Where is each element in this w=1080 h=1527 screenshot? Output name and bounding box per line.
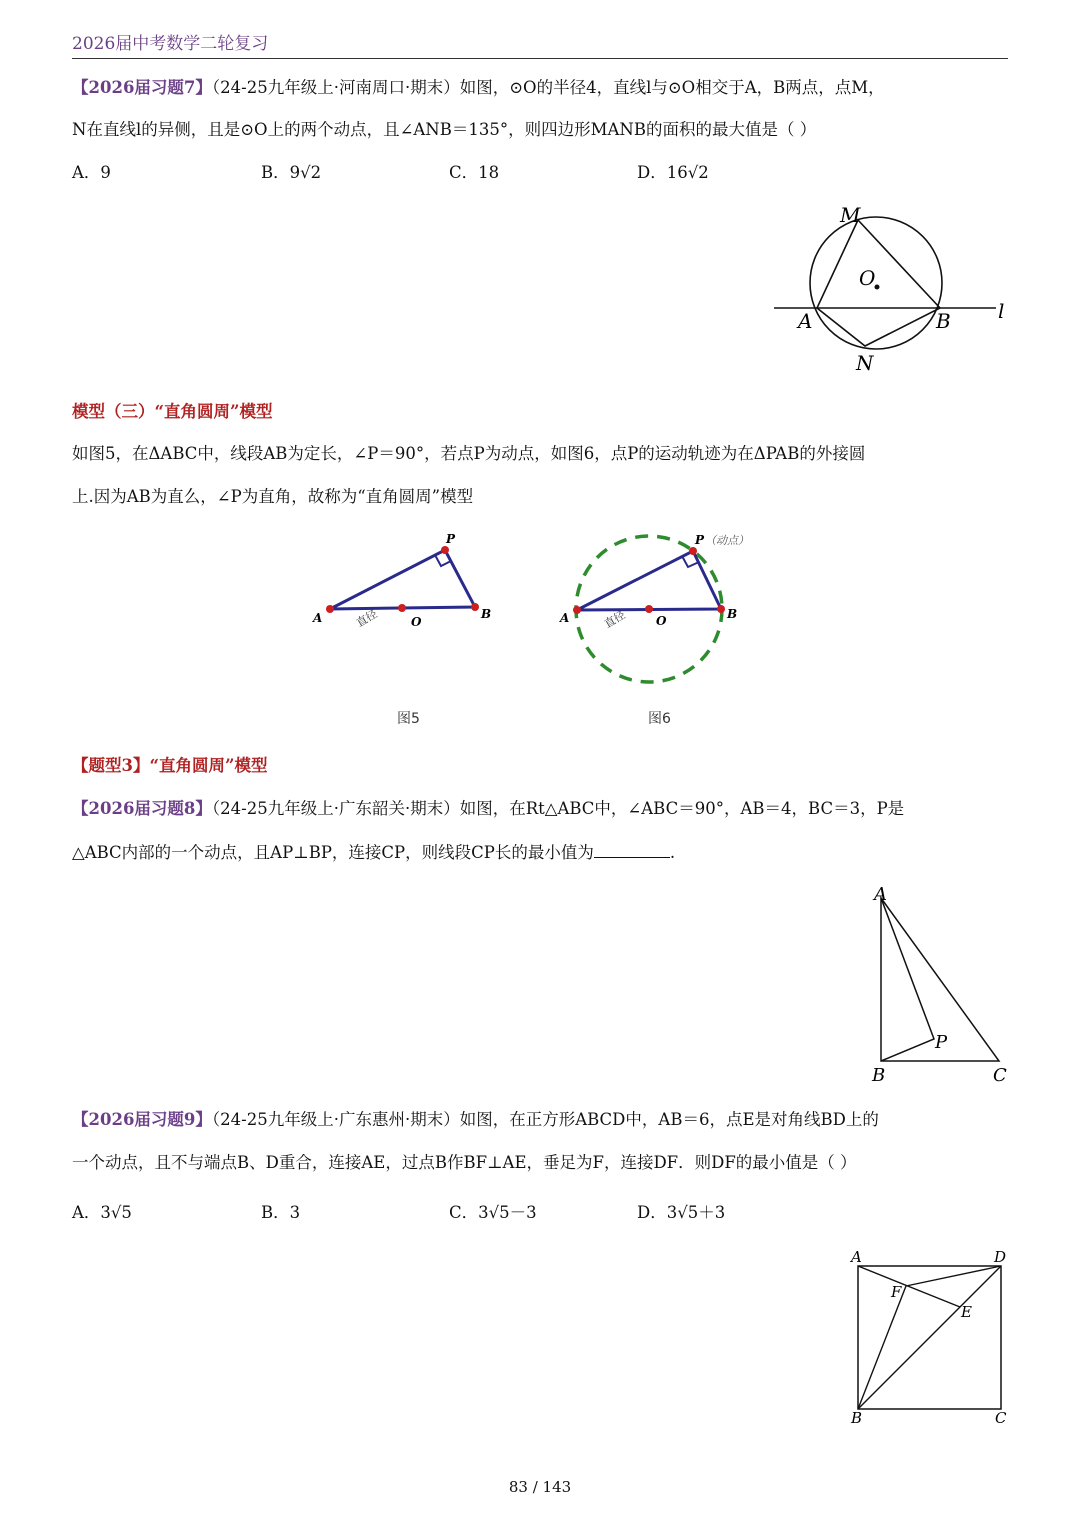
q7-label-o: O [859,266,876,290]
page-header [72,30,1008,59]
q7-label-a: A [798,309,813,333]
q8-line-1 [72,797,1012,821]
fig6-label-diameter: 直径 [602,608,628,631]
q8-figure [860,880,1020,1090]
fig6-label-a: A [560,611,570,625]
q9-option-a: A．3√5 [72,1203,132,1222]
q9-option-b: B．3 [261,1203,301,1222]
fig6-label-p: P [695,533,705,547]
fig6-caption: 图6 [648,711,671,727]
fig6-point-a [573,606,581,614]
q9-tag: 【2026届习题9】 [72,1110,212,1129]
page-number: 83 / 143 [508,1478,572,1496]
model3-line-1 [72,442,1012,466]
document-title: 2026届中考数学二轮复习 [72,34,269,54]
q7-option-b: B．9√2 [261,163,322,182]
q9-label-c: C [995,1409,1007,1427]
q8-label-b: B [872,1065,886,1086]
model3-text-1: 如图5，在ΔABC中，线段AB为定长，∠P＝90°，若点P为动点，如图6，点P的运动轨迹为在ΔPAB的外接圆 [72,444,866,463]
model3-title-text: 模型（三）“直角圆周”模型 [72,402,273,421]
model3-title [72,400,1012,424]
fig5-label-a: A [313,611,323,625]
q9-diagonal-bd [858,1266,1001,1409]
fig5-point-p [441,546,449,554]
fig6-label-b: B [727,607,738,621]
fig6-point-o [645,605,653,613]
q9-segment-ae [858,1266,960,1307]
q9-text-1: （24-25九年级上·广东惠州·期末）如图，在正方形ABCD中，AB＝6，点E是对角线BD上的 [211,1110,879,1129]
type3-title-text: 【题型3】“直角圆周”模型 [72,756,268,775]
q9-label-d: D [994,1248,1007,1266]
q9-option-c: C．3√5－3 [449,1203,537,1222]
q7-option-d: D．16√2 [637,163,709,182]
fig5-caption: 图5 [397,711,420,727]
q8-label-p: P [935,1032,948,1053]
q7-option-a: A．9 [72,163,111,182]
q9-figure [845,1245,1015,1430]
fig5-point-a [326,605,334,613]
q7-options [72,161,1008,185]
model3-text-2: 上.因为AB为直么，∠P为直角，故称为“直角圆周”模型 [72,487,474,506]
q8-segments-ap-bp [881,898,934,1061]
fig6-point-b [717,605,725,613]
fig6-point-p [689,547,697,555]
q7-circle [810,217,942,349]
q7-label-m: M [840,203,861,227]
q9-label-e: E [961,1303,972,1321]
q7-text-2: N在直线l的异侧，且是⊙O上的两个动点，且∠ANB＝135°，则四边形MANB的面积的最大值是（ ） [72,120,817,139]
q8-tag: 【2026届习题8】 [72,799,212,818]
q8-line-2 [72,839,1012,865]
q7-label-n: N [856,351,874,375]
fig5-label-o: O [411,615,422,629]
q7-option-c: C．18 [449,163,500,182]
q9-label-f: F [891,1283,902,1301]
q9-option-d: D．3√5＋3 [637,1203,726,1222]
type3-title [72,754,1012,778]
fig6-label-moving: （动点） [705,534,749,547]
figure-5 [305,530,505,640]
q9-label-a: A [851,1248,862,1266]
q9-label-b: B [851,1409,863,1427]
fig6-triangle [577,551,721,610]
q8-text-2: △ABC内部的一个动点，且AP⊥BP，连接CP，则线段CP长的最小值为 [72,843,594,862]
fig5-point-o [398,604,406,612]
q7-text-1: （24-25九年级上·河南周口·期末）如图，⊙O的半径4，直线l与⊙O相交于A，B两点，点M， [211,78,885,97]
q8-text-1: （24-25九年级上·广东韶关·期末）如图，在Rt△ABC中，∠ABC＝90°，AB＝4，BC＝3，P是 [211,799,905,818]
q9-options [72,1201,1008,1225]
fig6-label-o: O [656,614,667,628]
q9-segment-bf [858,1286,906,1409]
fig5-label-p: P [446,532,456,546]
q7-figure [770,200,1015,380]
q9-segment-df [906,1266,1001,1286]
q7-line-1 [72,76,1012,100]
q7-label-l: l [998,299,1005,323]
q8-text-end: . [669,843,676,862]
q8-label-c: C [993,1065,1007,1086]
q8-answer-blank [594,839,670,858]
q7-line-2 [72,118,1012,142]
q9-line-2 [72,1151,1012,1175]
q8-label-a: A [874,884,887,905]
q7-label-b: B [936,309,951,333]
fig5-point-b [471,603,479,611]
q9-line-1 [72,1108,1012,1132]
fig5-label-diameter: 直径 [354,607,380,630]
model3-line-2 [72,485,1012,509]
fig5-triangle [330,550,475,609]
q9-text-2: 一个动点，且不与端点B、D重合，连接AE，过点B作BF⊥AE，垂足为F，连接DF．则DF的最小值是（ ） [72,1153,857,1172]
fig5-label-b: B [481,607,492,621]
figure-6 [555,525,775,700]
q7-quadrilateral [817,220,940,346]
q7-tag: 【2026届习题7】 [72,78,212,97]
